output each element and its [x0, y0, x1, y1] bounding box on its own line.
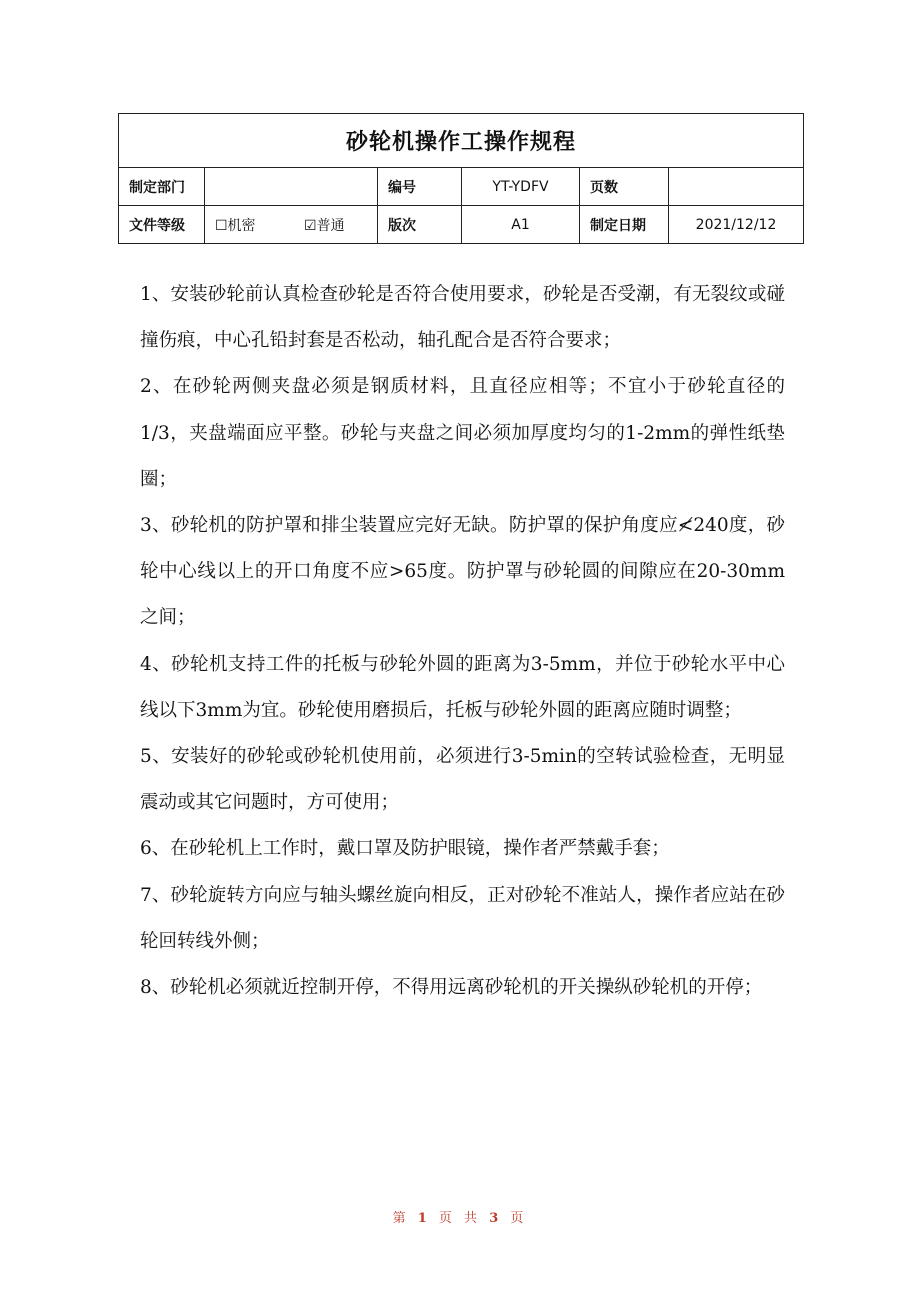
- procedure-item: 5、安装好的砂轮或砂轮机使用前，必须进行3-5min的空转试验检查，无明显震动或其它问题时，方可使用；: [140, 746, 785, 814]
- grade-options: [205, 206, 378, 244]
- version-label: 版次: [378, 206, 462, 244]
- current-page-number: 1: [417, 1211, 431, 1226]
- footer-prefix: 第: [392, 1211, 410, 1226]
- total-pages-number: 3: [489, 1211, 503, 1226]
- pages-value: [669, 168, 804, 206]
- date-label: 制定日期: [580, 206, 669, 244]
- footer-middle: 页 共: [438, 1211, 482, 1226]
- procedure-item: 2、在砂轮两侧夹盘必须是钢质材料，且直径应相等；不宜小于砂轮直径的1/3，夹盘端面应平整。砂轮与夹盘之间必须加厚度均匀的1-2mm的弹性纸垫圈；: [140, 376, 785, 490]
- procedure-item: 7、砂轮旋转方向应与轴头螺丝旋向相反，正对砂轮不准站人，操作者应站在砂轮回转线外侧；: [140, 884, 785, 952]
- procedure-item: 8、砂轮机必须就近控制开停，不得用远离砂轮机的开关操纵砂轮机的开停；: [140, 977, 763, 999]
- code-label: 编号: [378, 168, 462, 206]
- grade-option-normal: ☑普通: [304, 217, 345, 234]
- procedure-item: 6、在砂轮机上工作时，戴口罩及防护眼镜，操作者严禁戴手套；: [140, 838, 670, 860]
- dept-value: [205, 168, 378, 206]
- procedure-item: 1、安装砂轮前认真检查砂轮是否符合使用要求，砂轮是否受潮，有无裂纹或碰撞伤痕，中心孔铅封套是否松动，轴孔配合是否符合要求；: [140, 284, 785, 352]
- procedure-body: [140, 272, 785, 1011]
- grade-option-confidential: ☐机密: [215, 217, 256, 234]
- header-table: [118, 113, 804, 244]
- pages-label: 页数: [580, 168, 669, 206]
- version-value: A1: [462, 206, 580, 244]
- procedure-item: 3、砂轮机的防护罩和排尘装置应完好无缺。防护罩的保护角度应≮240度，砂轮中心线以上的开口角度不应>65度。防护罩与砂轮圆的间隙应在20-30mm之间；: [140, 515, 785, 629]
- page-footer: [0, 1207, 920, 1226]
- procedure-item: 4、砂轮机支持工件的托板与砂轮外圆的距离为3-5mm，并位于砂轮水平中心线以下3mm为宜。砂轮使用磨损后，托板与砂轮外圆的距离应随时调整；: [140, 653, 785, 721]
- code-value: YT-YDFV: [462, 168, 580, 206]
- dept-label: 制定部门: [119, 168, 205, 206]
- footer-suffix: 页: [510, 1211, 528, 1226]
- document-title: 砂轮机操作工操作规程: [119, 114, 804, 168]
- date-value: 2021/12/12: [669, 206, 804, 244]
- grade-label: 文件等级: [119, 206, 205, 244]
